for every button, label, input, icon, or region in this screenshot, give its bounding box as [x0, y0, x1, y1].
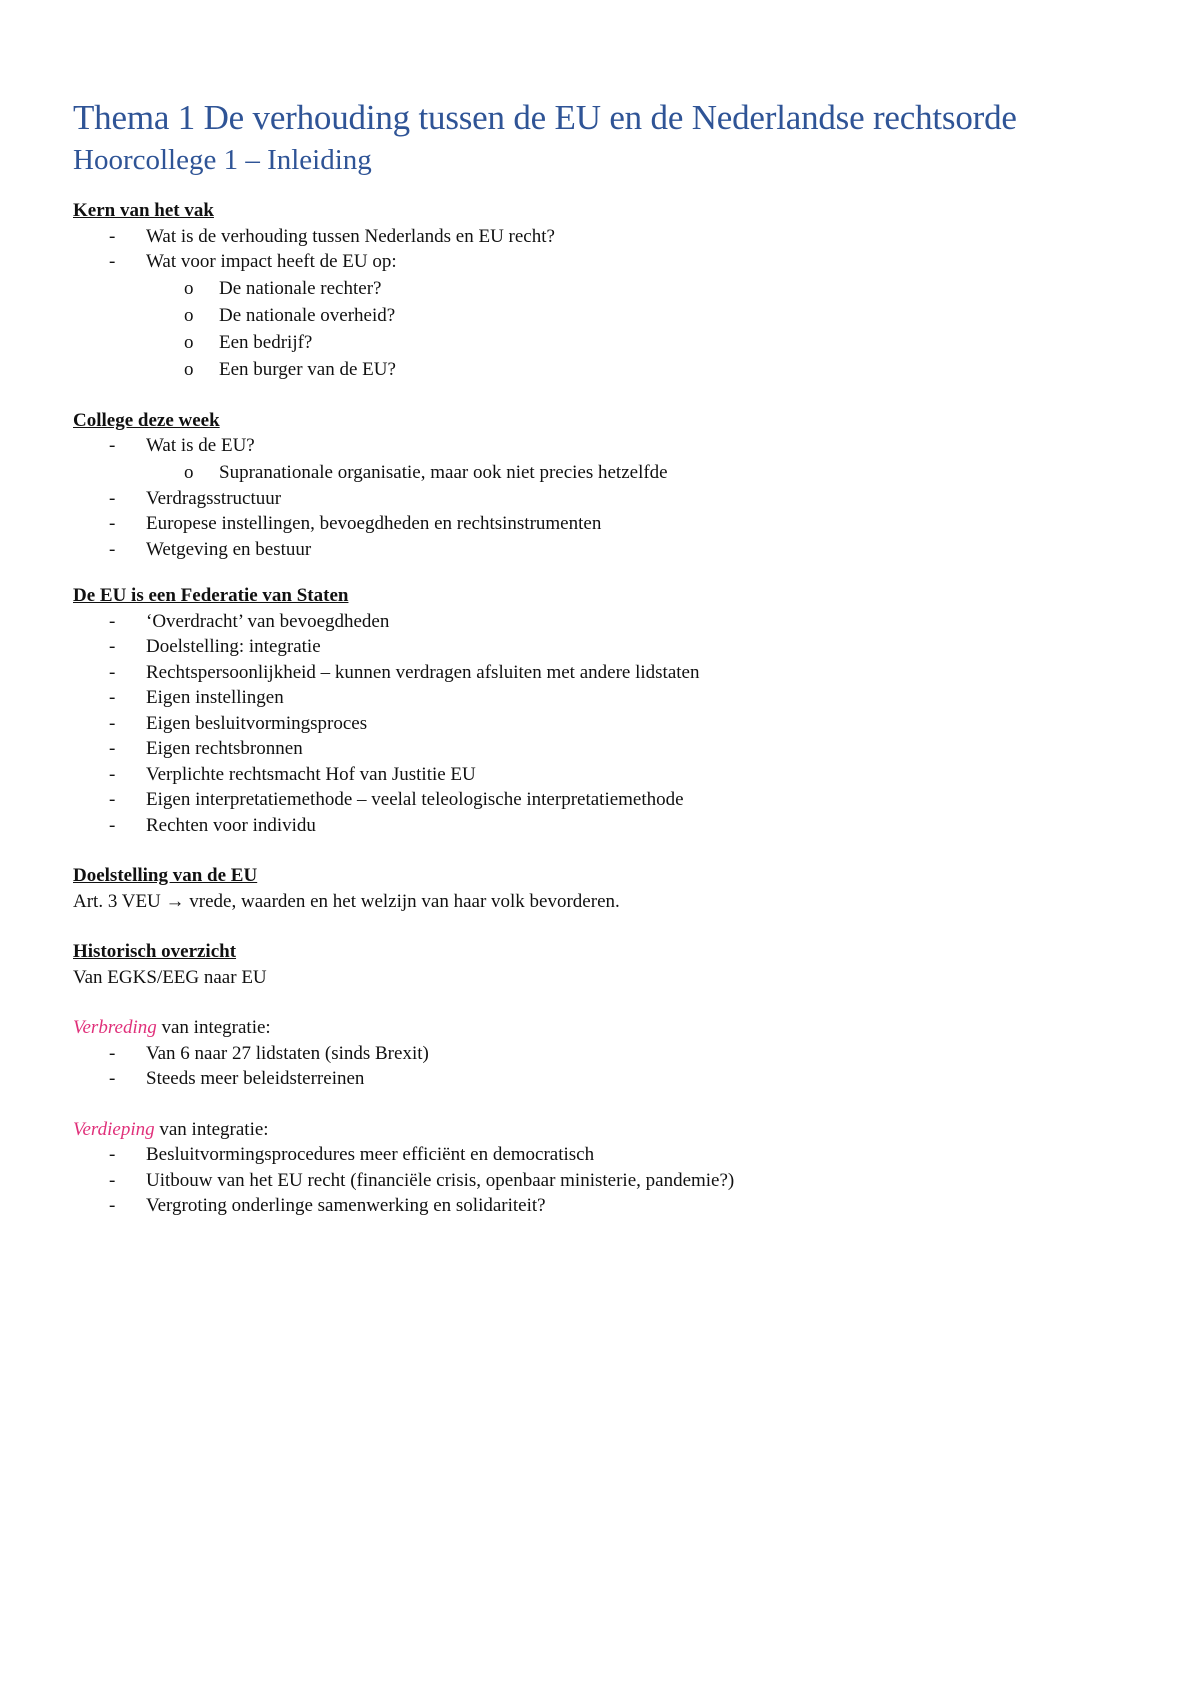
list-item-text: Wetgeving en bestuur [146, 538, 312, 560]
circle-bullet-icon: o [184, 277, 194, 299]
list-item-text: Besluitvormingsprocedures meer efficiënt en democratisch [146, 1144, 595, 1165]
dash-bullet-icon: - [109, 538, 116, 560]
list-item [73, 787, 1133, 813]
emphasis-text: Verdieping [73, 1118, 155, 1140]
list-item [73, 1041, 1133, 1067]
dash-bullet-icon: - [109, 789, 116, 810]
dash-bullet-icon: - [109, 610, 116, 632]
list-item-text: De nationale overheid? [219, 304, 396, 326]
section-doelstelling [73, 863, 1133, 914]
paragraph: Van EGKS/EEG naar EU [73, 966, 267, 988]
list-item-text: Eigen besluitvormingsproces [146, 712, 368, 734]
list-item-text: Wat is de verhouding tussen Nederlands en EU recht? [146, 225, 555, 247]
list-item [73, 1142, 1133, 1168]
list-item-text: Verplichte rechtsmacht Hof van Justitie EU [146, 763, 476, 785]
list-item-text: Doelstelling: integratie [146, 636, 321, 657]
list-item [73, 609, 1133, 635]
section-verbreding [73, 1015, 1133, 1092]
list-item-text: Supranationale organisatie, maar ook niet precies hetzelfde [219, 461, 668, 483]
list-item-text: ‘Overdracht’ van bevoegdheden [146, 610, 390, 632]
sub-list-item [73, 275, 1133, 302]
dash-bullet-icon: - [109, 1195, 116, 1216]
intro-rest: van integratie: [154, 1118, 269, 1140]
list-item [73, 762, 1133, 788]
list-item-text: Van 6 naar 27 lidstaten (sinds Brexit) [146, 1042, 429, 1064]
section-heading: Historisch overzicht [73, 941, 237, 962]
list-item-text: Eigen instellingen [146, 687, 284, 708]
list-item-text: Rechten voor individu [146, 814, 316, 836]
list-item-text: Verdragsstructuur [146, 487, 282, 509]
list-item [73, 813, 1133, 839]
list-item [73, 1066, 1133, 1092]
section-verdieping [73, 1117, 1133, 1219]
bullet-list [73, 609, 1133, 839]
list-item [73, 634, 1133, 660]
list-item [73, 433, 1133, 459]
list-item-text: Een burger van de EU? [219, 358, 396, 380]
list-item [73, 711, 1133, 737]
bullet-list [73, 224, 1133, 275]
dash-bullet-icon: - [109, 1169, 116, 1191]
section-historisch [73, 939, 1133, 990]
dash-bullet-icon: - [109, 636, 116, 657]
dash-bullet-icon: - [109, 435, 116, 456]
list-item [73, 685, 1133, 711]
list-item-text: Steeds meer beleidsterreinen [146, 1068, 365, 1089]
bullet-list [73, 1142, 1133, 1219]
sub-list-item [73, 302, 1133, 329]
intro-line [73, 1015, 1133, 1041]
dash-bullet-icon: - [109, 225, 116, 247]
emphasis-text: Verbreding [73, 1017, 157, 1038]
circle-bullet-icon: o [184, 461, 194, 483]
list-item [73, 224, 1133, 250]
list-item-text: Wat voor impact heeft de EU op: [146, 251, 397, 272]
list-item [73, 1193, 1133, 1219]
circle-bullet-icon: o [184, 304, 194, 326]
list-item-text: Uitbouw van het EU recht (financiële crisis, openbaar ministerie, pandemie?) [146, 1169, 735, 1191]
dash-bullet-icon: - [109, 814, 116, 836]
list-item-text: Eigen interpretatiemethode – veelal teleologische interpretatiemethode [146, 789, 684, 810]
section-heading: De EU is een Federatie van Staten [73, 585, 349, 606]
dash-bullet-icon: - [109, 738, 116, 759]
list-item [73, 511, 1133, 537]
list-item [73, 660, 1133, 686]
section-heading: Doelstelling van de EU [73, 865, 258, 886]
dash-bullet-icon: - [109, 487, 116, 509]
dash-bullet-icon: - [109, 712, 116, 734]
document-subtitle: Hoorcollege 1 – Inleiding [73, 144, 372, 176]
list-item-text: De nationale rechter? [219, 277, 382, 299]
list-item [73, 736, 1133, 762]
sub-list-item [73, 356, 1133, 383]
intro-line [73, 1117, 1133, 1143]
dash-bullet-icon: - [109, 1042, 116, 1064]
bullet-list [73, 1041, 1133, 1092]
dash-bullet-icon: - [109, 763, 116, 785]
section-kern [73, 198, 1133, 383]
sub-list-item [73, 329, 1133, 356]
sub-bullet-list [73, 275, 1133, 383]
section-college [73, 408, 1133, 563]
section-heading: Kern van het vak [73, 200, 214, 221]
circle-bullet-icon: o [184, 331, 194, 353]
dash-bullet-icon: - [109, 513, 116, 534]
document-title: Thema 1 De verhouding tussen de EU en de Nederlandse rechtsorde [73, 98, 1017, 137]
dash-bullet-icon: - [109, 661, 116, 683]
list-item-text: Europese instellingen, bevoegdheden en rechtsinstrumenten [146, 513, 602, 534]
dash-bullet-icon: - [109, 1144, 116, 1165]
list-item-text: Wat is de EU? [146, 435, 255, 456]
list-item [73, 537, 1133, 563]
list-item-text: Een bedrijf? [219, 331, 313, 353]
sub-bullet-list [73, 459, 1133, 486]
dash-bullet-icon: - [109, 251, 116, 272]
bullet-list [73, 433, 1133, 459]
section-federatie [73, 583, 1133, 838]
intro-rest: van integratie: [156, 1017, 271, 1038]
section-heading: College deze week [73, 409, 220, 431]
paragraph: Art. 3 VEU → vrede, waarden en het welzijn van haar volk bevorderen. [73, 890, 620, 912]
list-item [73, 249, 1133, 275]
list-item-text: Eigen rechtsbronnen [146, 738, 303, 759]
dash-bullet-icon: - [109, 1068, 116, 1089]
list-item-text: Rechtspersoonlijkheid – kunnen verdragen afsluiten met andere lidstaten [146, 661, 700, 683]
circle-bullet-icon: o [184, 358, 194, 380]
list-item [73, 486, 1133, 512]
list-item [73, 1168, 1133, 1194]
sub-list-item [73, 459, 1133, 486]
dash-bullet-icon: - [109, 687, 116, 708]
list-item-text: Vergroting onderlinge samenwerking en solidariteit? [146, 1195, 546, 1216]
document-page [73, 96, 1133, 1244]
bullet-list [73, 486, 1133, 563]
